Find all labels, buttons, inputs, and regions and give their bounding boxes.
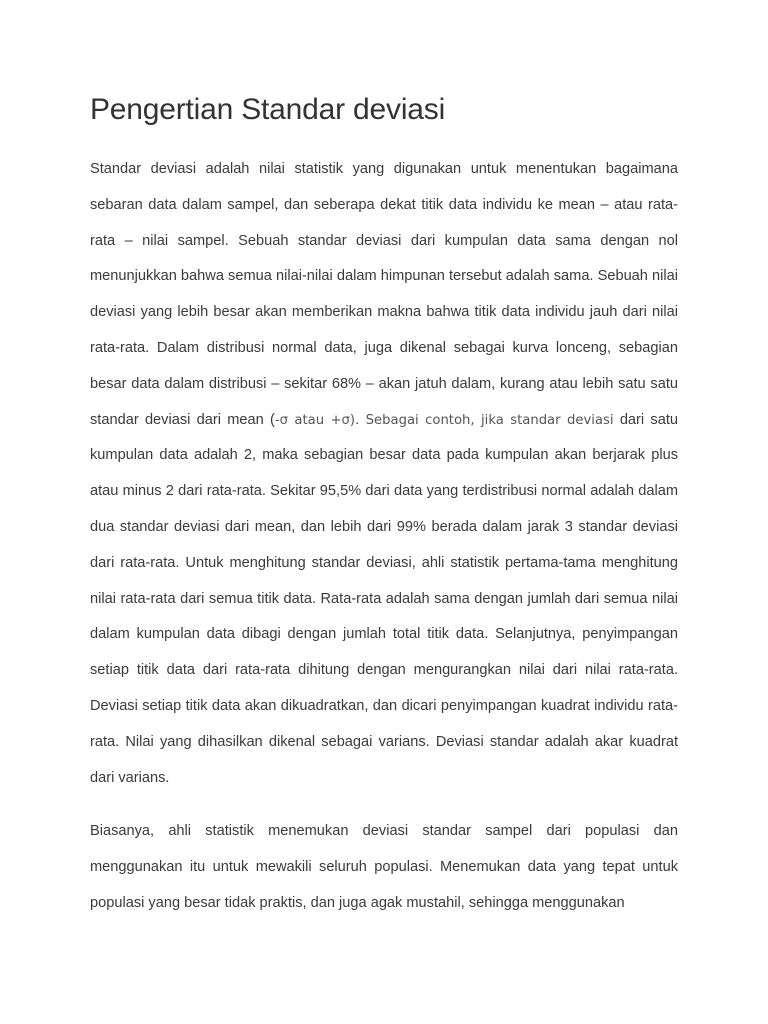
- document-page: [90, 88, 678, 922]
- page-title: Pengertian Standar deviasi: [90, 93, 446, 126]
- paragraph-1-text-c: dari satu kumpulan data adalah 2, maka sebagian besar data pada kumpulan akan berjarak plus atau minus 2 dari rata-rata. Sekitar 95,5% dari data yang terdistribusi normal adalah dalam dua standar deviasi dari mean, dan lebih dari 99% berada dalam jarak 3 standar deviasi dari rata-rata. Untuk menghitung standar deviasi, ahli statistik pertama-tama menghitung nilai rata-rata dari semua titik data. Rata-rata adalah sama dengan jumlah dari semua nilai dalam kumpulan data dibagi dengan jumlah total titik data. Selanjutnya, penyimpangan setiap titik data dari rata-rata dihitung dengan mengurangkan nilai dari nilai rata-rata. Deviasi setiap titik data akan dikuadratkan, dan dicari penyimpangan kuadrat individu rata-rata. Nilai yang dihasilkan dikenal sebagai varians. Deviasi standar adalah akar kuadrat dari varians.: [90, 411, 679, 786]
- paragraph-1-text-b: -σ atau +σ). Sebagai contoh, jika standar deviasi: [274, 412, 614, 428]
- paragraph-1: [90, 152, 678, 796]
- paragraph-1-text-a: Standar deviasi adalah nilai statistik yang digunakan untuk menentukan bagaimana sebaran data dalam sampel, dan seberapa dekat titik data individu ke mean – atau rata-rata – nilai sampel. Sebuah standar deviasi dari kumpulan data sama dengan nol menunjukkan bahwa semua nilai-nilai dalam himpunan tersebut adalah sama. Sebuah nilai deviasi yang lebih besar akan memberikan makna bahwa titik data individu jauh dari nilai rata-rata. Dalam distribusi normal data, juga dikenal sebagai kurva lonceng, sebagian besar data dalam distribusi – sekitar 68% – akan jatuh dalam, kurang atau lebih satu satu standar deviasi dari mean (: [90, 161, 678, 428]
- paragraph-2: Biasanya, ahli statistik menemukan deviasi standar sampel dari populasi dan menggunakan itu untuk mewakili seluruh populasi. Menemukan data yang tepat untuk populasi yang besar tidak praktis, dan juga agak mustahil, sehingga menggunakan: [90, 823, 678, 911]
